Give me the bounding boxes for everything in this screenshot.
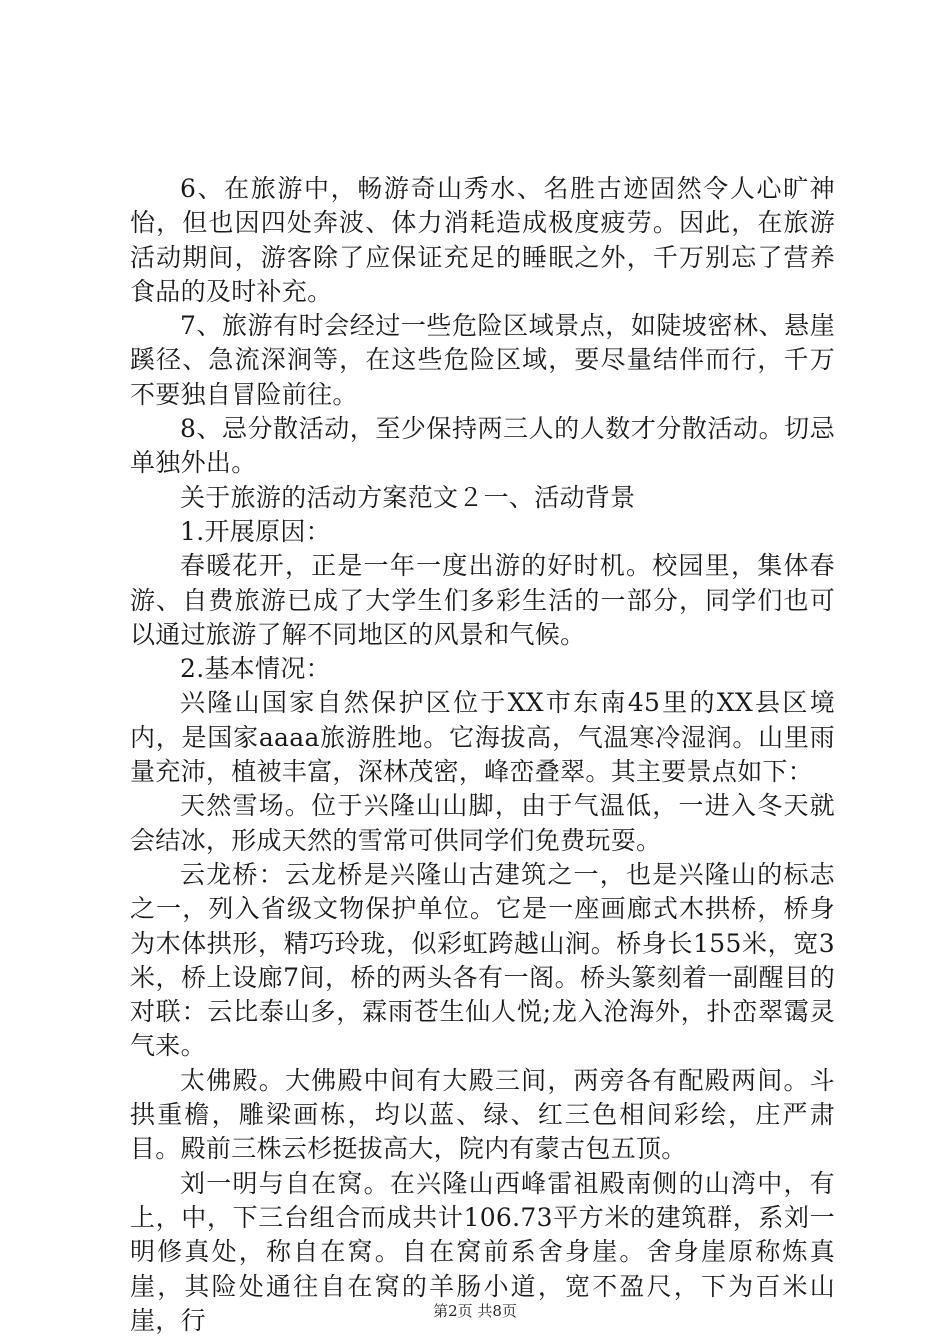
document-body [130,172,835,1338]
paragraph-reason: 春暖花开，正是一年一度出游的好时机。校园里，集体春游、自费旅游已成了大学生们多彩生活的一部分，同学们也可以通过旅游了解不同地区的风景和气候。 [130,551,835,649]
paragraph-snow-field: 天然雪场。位于兴隆山山脚，由于气温低，一进入冬天就会结冰，形成天然的雪常可供同学们免费玩耍。 [130,791,835,855]
paragraph-yunlong-bridge: 云龙桥：云龙桥是兴隆山古建筑之一，也是兴隆山的标志之一，列入省级文物保护单位。它是一座画廊式木拱桥，桥身为木体拱形，精巧玲珑，似彩虹跨越山涧。桥身长155米，宽3米，桥上设廊7间，桥的两头各有一阁。桥头篆刻着一副醒目的对联：云比泰山多，霖雨苍生仙人悦;龙入沧海外，扑峦翠霭灵气来。 [130,859,835,1061]
paragraph-basic-info: 兴隆山国家自然保护区位于XX市东南45里的XX县区境内，是国家aaaa旅游胜地。它海拔高，气温寒冷湿润。山里雨量充沛，植被丰富，深林茂密，峰峦叠翠。其主要景点如下： [130,688,835,787]
section-heading: 关于旅游的活动方案范文２一、活动背景 [180,482,636,512]
paragraph-tip-7: 7、旅游有时会经过一些危险区域景点，如陡坡密林、悬崖蹊径、急流深涧等，在这些危险区域，要尽量结伴而行，千万不要独自冒险前往。 [130,311,835,409]
paragraph-tip-6: 6、在旅游中，畅游奇山秀水、名胜古迹固然令人心旷神怡，但也因四处奔波、体力消耗造成极度疲劳。因此，在旅游活动期间，游客除了应保证充足的睡眠之外，千万别忘了营养食品的及时补充。 [130,174,835,306]
page-number-footer: 第2页 共8页 [433,1302,517,1320]
paragraph-liu-yiming: 刘一明与自在窝。在兴隆山西峰雷祖殿南侧的山湾中，有上，中，下三台组合而成共计106.73平方米的建筑群，系刘一明修真处，称自在窝。自在窝前系舍身崖。舍身崖原称炼真崖，其险处通往自在窝的羊肠小道，宽不盈尺，下为百米山崖，行 [130,1168,835,1335]
subheading-basic-info: 2.基本情况： [180,654,331,684]
paragraph-buddha-hall: 太佛殿。大佛殿中间有大殿三间，两旁各有配殿两间。斗拱重檐，雕梁画栋，均以蓝、绿、红三色相间彩绘，庄严肃目。殿前三株云杉挺拔高大，院内有蒙古包五顶。 [130,1065,835,1164]
subheading-reason: 1.开展原因： [180,516,331,546]
paragraph-tip-8: 8、忌分散活动，至少保持两三人的人数才分散活动。切忌单独外出。 [130,414,835,478]
